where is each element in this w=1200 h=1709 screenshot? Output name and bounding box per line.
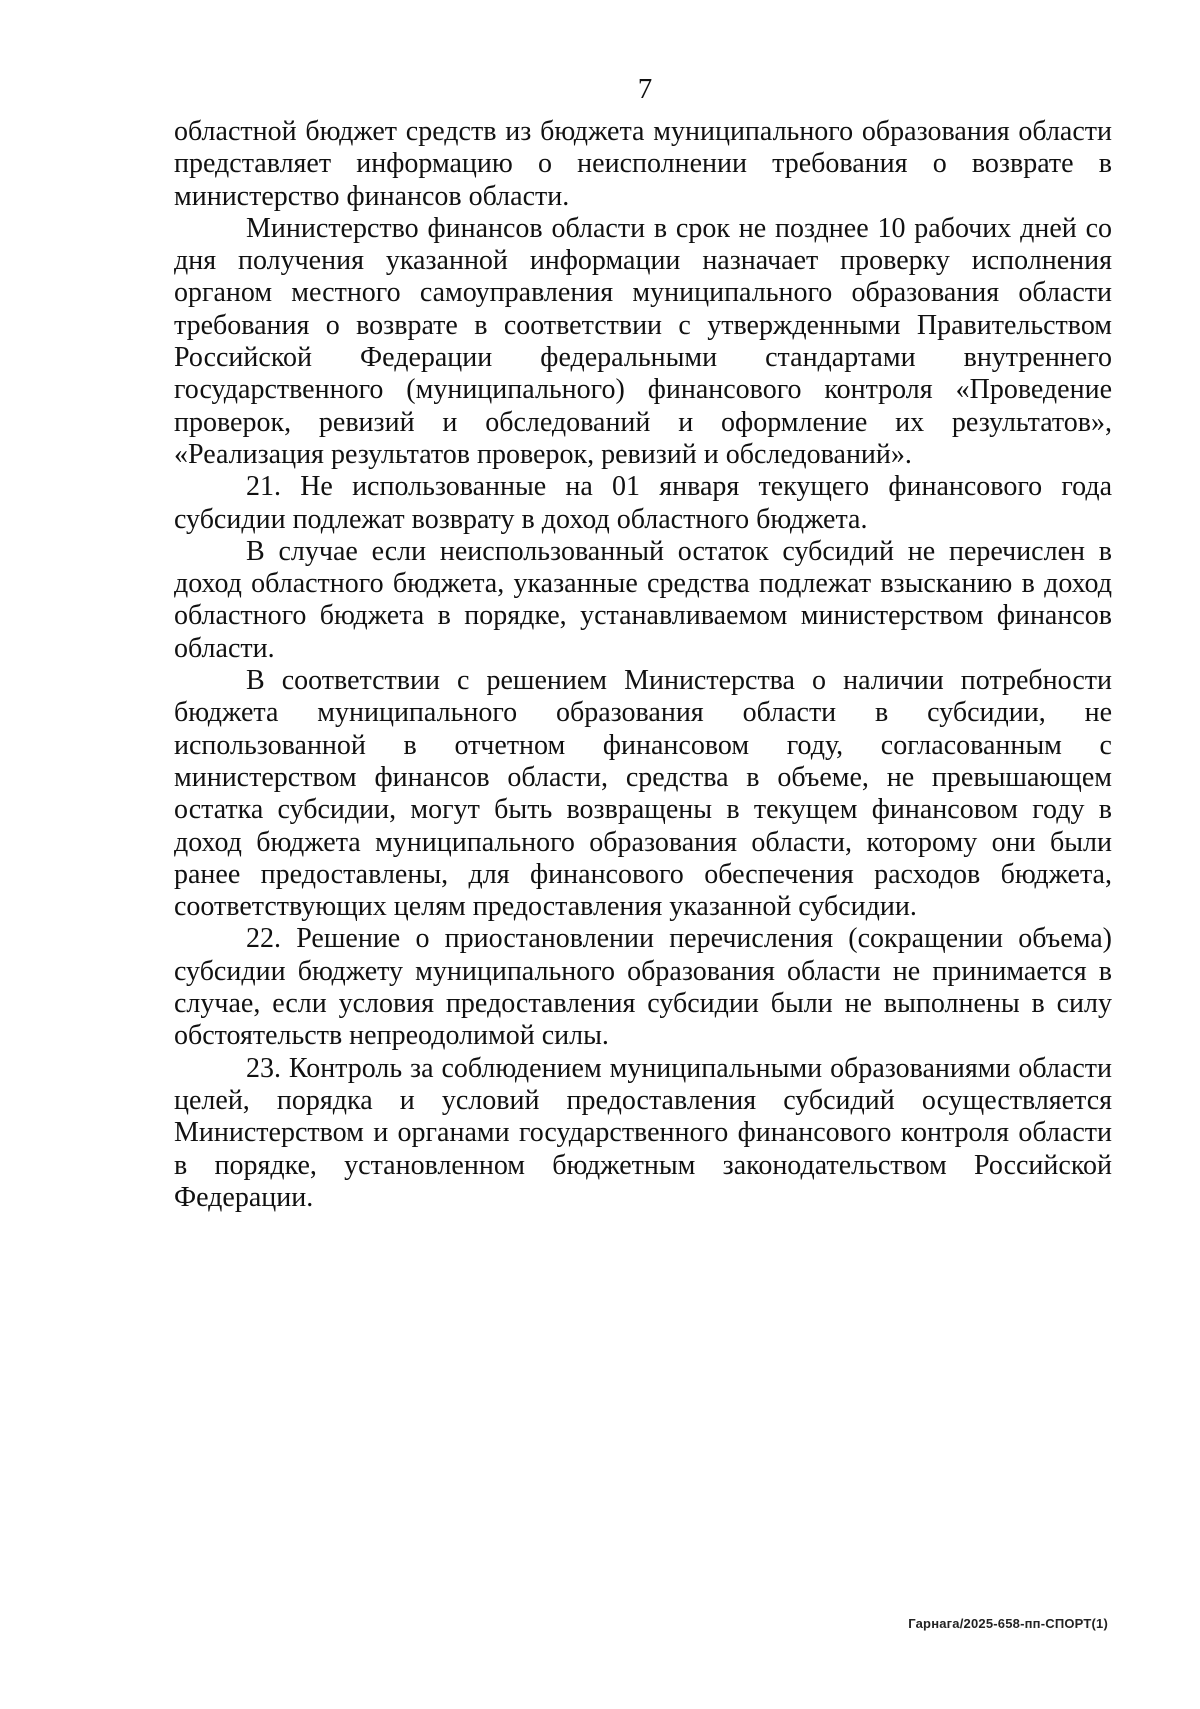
document-reference-code: Гарнага/2025-658-пп-СПОРТ(1) bbox=[908, 1616, 1108, 1631]
paragraph-item-21: 21. Не использованные на 01 января текущего финансового года субсидии подлежат возврату в доход областного бюджета. bbox=[174, 471, 1112, 535]
paragraph-continuation: областной бюджет средств из бюджета муниципального образования области представляет информацию о неисполнении требования о возврате в министерство финансов области. bbox=[174, 116, 1112, 212]
paragraph-unused-balance: В случае если неиспользованный остаток субсидий не перечислен в доход областного бюджета, указанные средства подлежат взысканию в доход областного бюджета в порядке, устанавливаемом министерством финансов области. bbox=[174, 535, 1112, 664]
paragraph-item-23: 23. Контроль за соблюдением муниципальными образованиями области целей, порядка и условий предоставления субсидий осуществляется Министерством и органами государственного финансового контроля области в порядке, установленном бюджетным законодательством Российской Федерации. bbox=[174, 1052, 1112, 1213]
paragraph-item-22: 22. Решение о приостановлении перечисления (сокращении объема) субсидии бюджету муниципального образования области не принимается в случае, если условия предоставления субсидии были не выполнены в силу обстоятельств непреодолимой силы. bbox=[174, 923, 1112, 1052]
document-body bbox=[174, 116, 1112, 1214]
page-number: 7 bbox=[637, 73, 653, 105]
paragraph-ministry-decision: В соответствии с решением Министерства о наличии потребности бюджета муниципального образования области в субсидии, не использованной в отчетном финансовом году, согласованным с министерством финансов области, средства в объеме, не превышающем остатка субсидии, могут быть возвращены в текущем финансовом году в доход бюджета муниципального образования области, которому они были ранее предоставлены, для финансового обеспечения расходов бюджета, соответствующих целям предоставления указанной субсидии. bbox=[174, 665, 1112, 923]
paragraph-ministry-check: Министерство финансов области в срок не позднее 10 рабочих дней со дня получения указанной информации назначает проверку исполнения органом местного самоуправления муниципального образования области требования о возврате в соответствии с утвержденными Правительством Российской Федерации федеральными стандартами внутреннего государственного (муниципального) финансового контроля «Проведение проверок, ревизий и обследований и оформление их результатов», «Реализация результатов проверок, ревизий и обследований». bbox=[174, 212, 1112, 470]
